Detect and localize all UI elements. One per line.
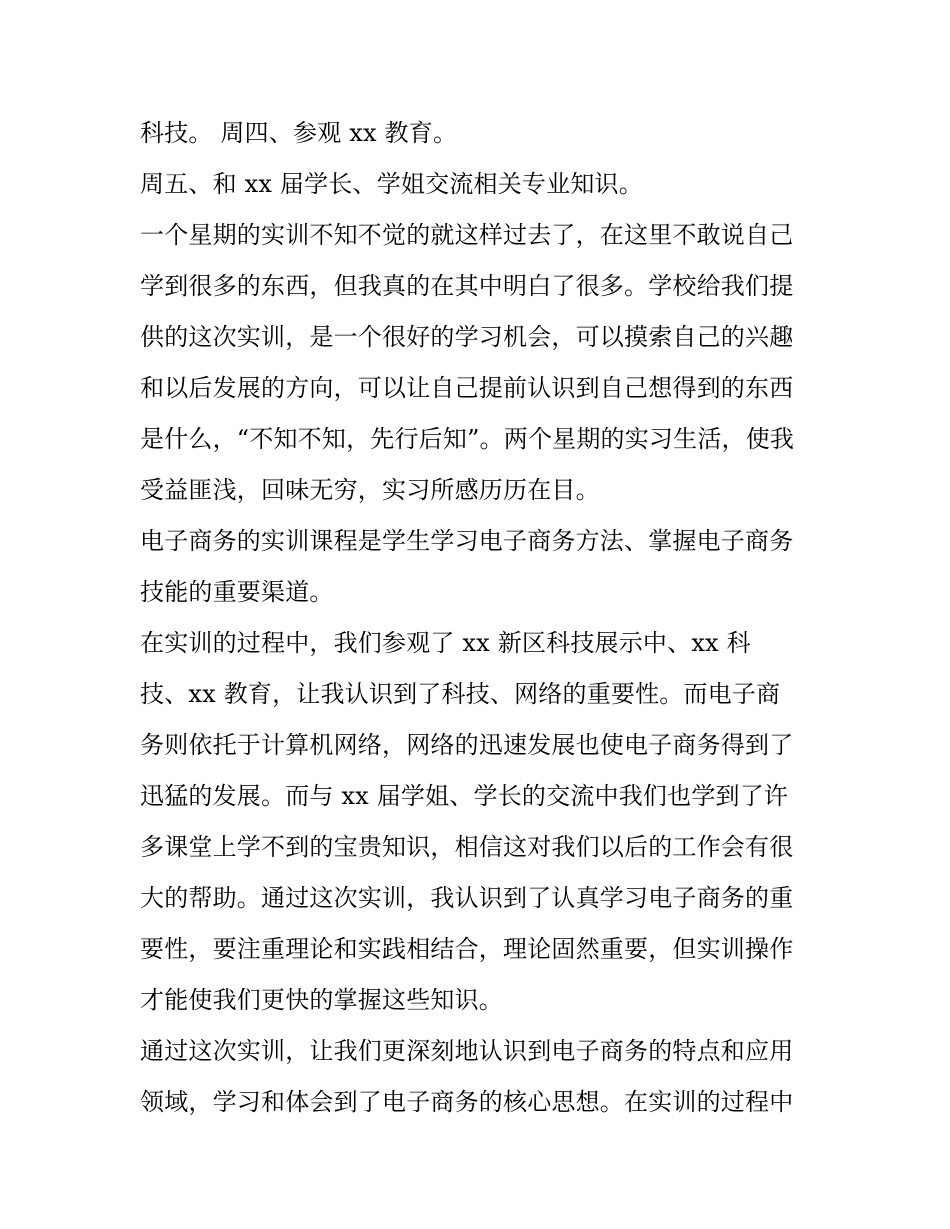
text-line: 和以后发展的方向，可以让自己提前认识到自己想得到的东西 <box>140 374 794 402</box>
text-line: 技能的重要渠道。 <box>140 578 334 606</box>
text-line: 领域，学习和体会到了电子商务的核心思想。在实训的过程中 <box>140 1088 794 1116</box>
text-line: 务则依托于计算机网络，网络的迅速发展也使电子商务得到了 <box>140 731 794 759</box>
text-line: 多课堂上学不到的宝贵知识，相信这对我们以后的工作会有很 <box>140 833 794 861</box>
text-line: 一个星期的实训不知不觉的就这样过去了，在这里不敢说自己 <box>140 221 794 249</box>
text-line: 是什么，“不知不知，先行后知”。两个星期的实习生活，使我 <box>140 425 795 453</box>
text-line: 科技。 周四、参观 xx 教育。 <box>140 119 458 147</box>
text-line: 要性，要注重理论和实践相结合，理论固然重要，但实训操作 <box>140 935 794 963</box>
text-line: 学到很多的东西，但我真的在其中明白了很多。学校给我们提 <box>140 272 794 300</box>
text-line: 技、xx 教育，让我认识到了科技、网络的重要性。而电子商 <box>140 680 781 708</box>
text-line: 迅猛的发展。而与 xx 届学姐、学长的交流中我们也学到了许 <box>140 782 789 810</box>
text-line: 受益匪浅，回味无穷，实习所感历历在目。 <box>140 476 600 504</box>
text-line: 电子商务的实训课程是学生学习电子商务方法、掌握电子商务 <box>140 527 794 555</box>
text-line: 大的帮助。通过这次实训，我认识到了认真学习电子商务的重 <box>140 884 794 912</box>
text-line: 通过这次实训，让我们更深刻地认识到电子商务的特点和应用 <box>140 1037 794 1065</box>
text-line: 才能使我们更快的掌握这些知识。 <box>140 986 503 1014</box>
text-line: 供的这次实训，是一个很好的学习机会，可以摸索自己的兴趣 <box>140 323 794 351</box>
text-line: 周五、和 xx 届学长、学姐交流相关专业知识。 <box>140 170 643 198</box>
document-body <box>140 108 820 1128</box>
text-line: 在实训的过程中，我们参观了 xx 新区科技展示中、xx 科 <box>140 629 751 657</box>
